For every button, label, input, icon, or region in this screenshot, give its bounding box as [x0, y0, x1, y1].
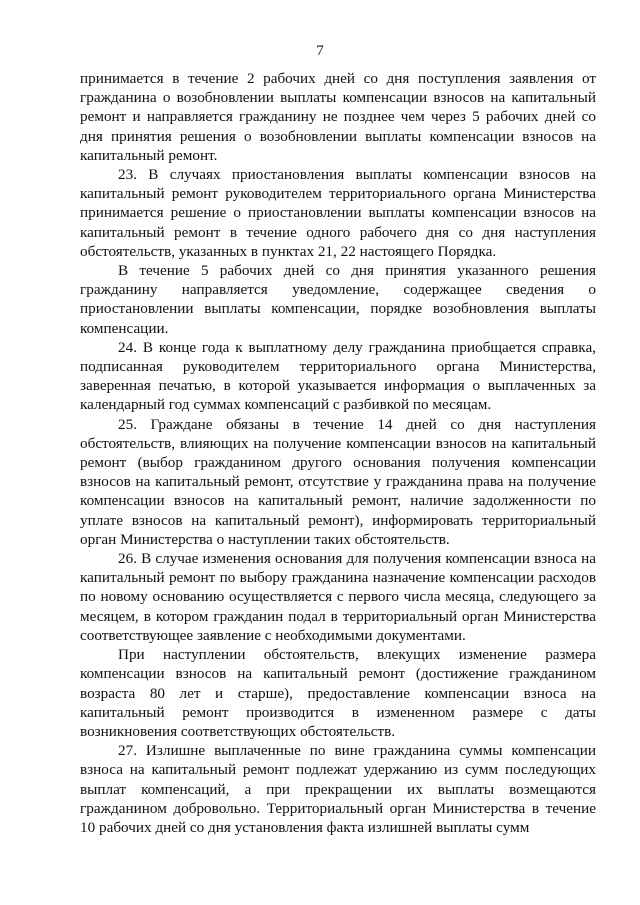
paragraph: принимается в течение 2 рабочих дней со дня поступления заявления от гражданина о возобновлении выплаты компенсации взносов на капитальный ремонт и направляется гражданину не позднее чем через 5 рабочих дней со дня принятия решения о возобновлении выплаты компенсации взносов на капитальный ремонт.: [80, 70, 596, 164]
paragraph: В течение 5 рабочих дней со дня принятия указанного решения гражданину направляется уведомление, содержащее сведения о приостановлении выплаты компенсации, порядке возобновления выплаты компенсации.: [80, 262, 596, 337]
paragraph: 24. В конце года к выплатному делу гражданина приобщается справка, подписанная руководителем территориального органа Министерства, заверенная печатью, в которой указывается информация о выплаченных за календарный год суммах компенсаций с разбивкой по месяцам.: [80, 338, 596, 414]
paragraph: 23. В случаях приостановления выплаты компенсации взносов на капитальный ремонт руководителем территориального органа Министерства принимается решение о приостановлении выплаты компенсации взносов на капитальный ремонт в течение одного рабочего дня со дня наступления обстоятельств, указанных в пунктах 21, 22 настоящего Порядка.: [80, 166, 596, 260]
paragraph: 26. В случае изменения основания для получения компенсации взноса на капитальный ремонт по выбору гражданина назначение компенсации расходов по новому основанию осуществляется с первого числа месяца, следующего за месяцем, в котором гражданин подал в территориальный орган Министерства соответствующее заявление с необходимыми документами.: [80, 550, 596, 644]
page-number: 7: [316, 43, 324, 59]
document-body: [80, 69, 596, 837]
paragraph: 27. Излишне выплаченные по вине гражданина суммы компенсации взноса на капитальный ремонт подлежат удержанию из сумм последующих выплат компенсаций, а при прекращении их выплаты возмещаются гражданином добровольно. Территориальный орган Министерства в течение 10 рабочих дней со дня установления факта излишней выплаты сумм: [80, 742, 596, 836]
paragraph: 25. Граждане обязаны в течение 14 дней со дня наступления обстоятельств, влияющих на получение компенсации взносов на капитальный ремонт (выбор гражданином другого основания получения компенсации взносов на капитальный ремонт, отсутствие у гражданина права на получение компенсации взносов на капитальный ремонт, наличие задолженности по уплате взносов на капитальный ремонт), информировать территориальный орган Министерства о наступлении таких обстоятельств.: [80, 415, 596, 548]
paragraph: При наступлении обстоятельств, влекущих изменение размера компенсации взносов на капитальный ремонт (достижение гражданином возраста 80 лет и старше), предоставление компенсации взноса на капитальный ремонт производится в измененном размере с даты возникновения соответствующих обстоятельств.: [80, 646, 596, 740]
